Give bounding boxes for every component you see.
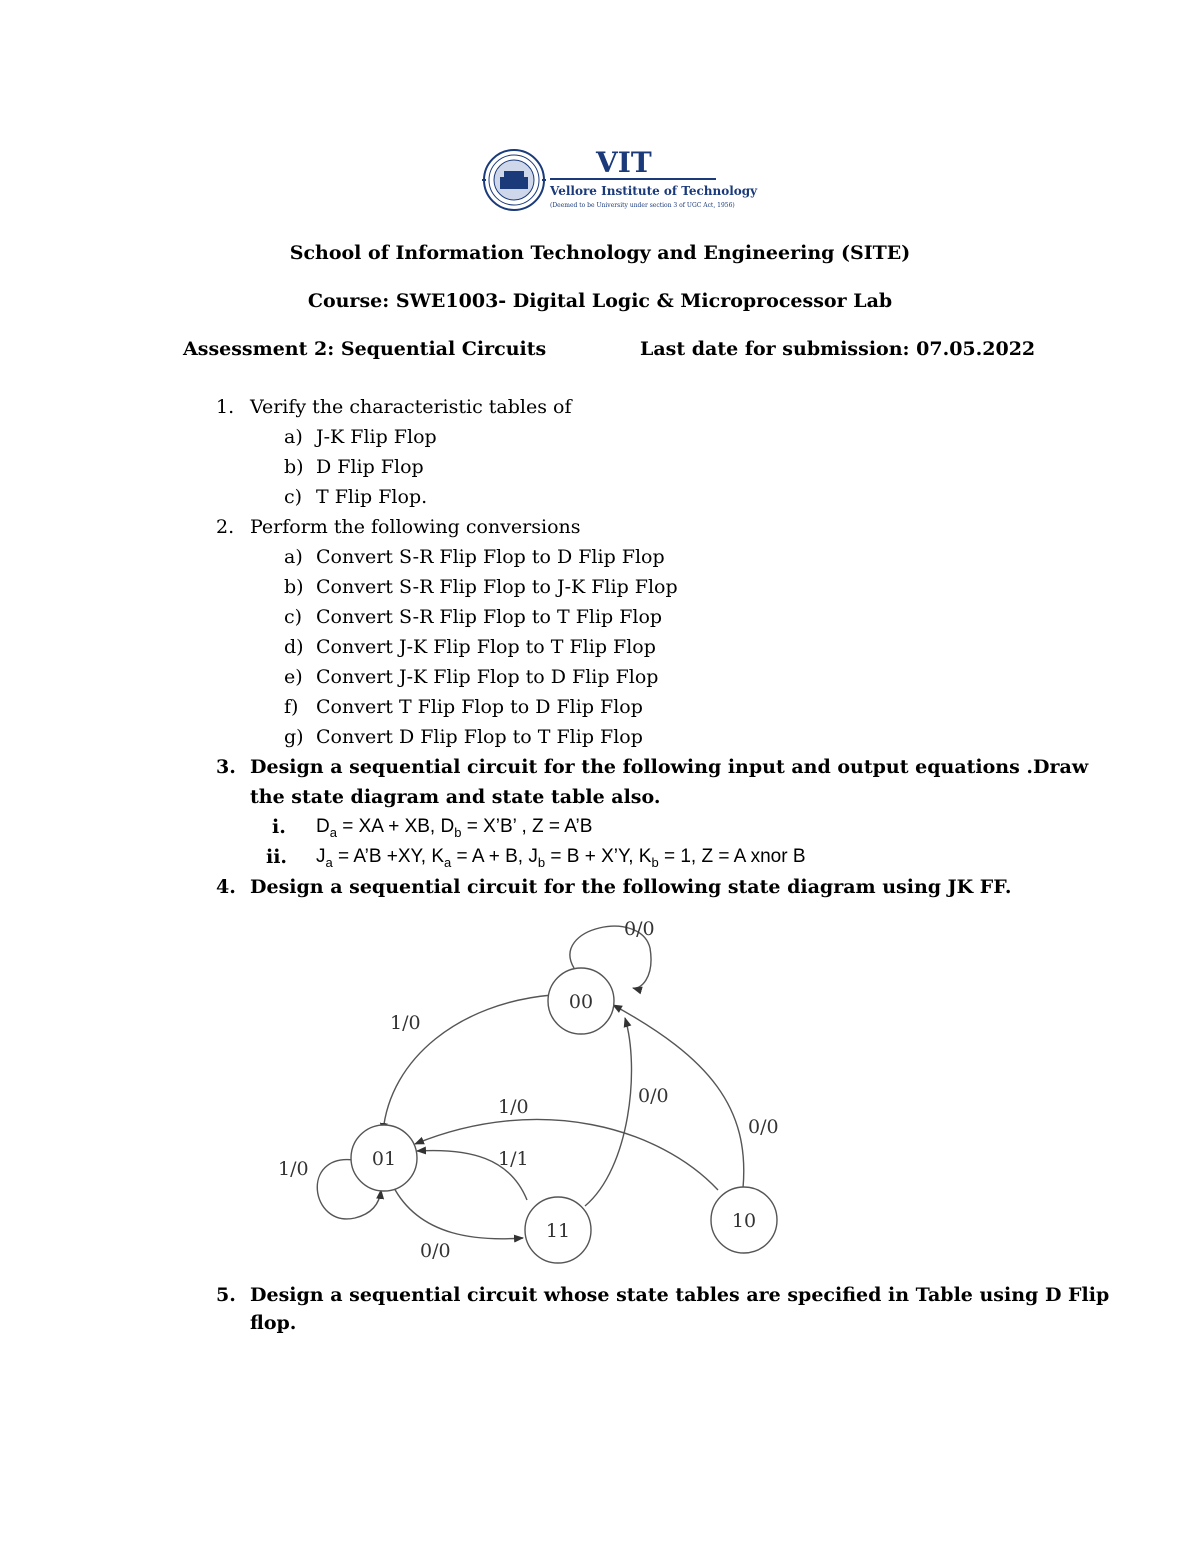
- q2-item-text: Convert T Flip Flop to D Flip Flop: [316, 696, 643, 718]
- transition-arrow: [585, 1018, 632, 1206]
- q2-item-text: Convert S-R Flip Flop to D Flip Flop: [316, 546, 665, 568]
- q2-item-label: c): [284, 606, 303, 628]
- vit-logo: [480, 145, 758, 215]
- logo-tagline: (Deemed to be University under section 3 of UGC Act, 1956): [550, 202, 735, 209]
- transition-arrow: [613, 1005, 744, 1188]
- transition-label: 0/0: [624, 918, 655, 940]
- school-title: School of Information Technology and Engineering (SITE): [289, 242, 911, 264]
- q2-item-label: e): [284, 666, 303, 688]
- university-seal-icon: [482, 150, 546, 210]
- q2-item-label: d): [284, 636, 304, 658]
- q3-line1: Design a sequential circuit for the following input and output equations .Draw: [250, 756, 1089, 778]
- transition-arrow: [393, 1186, 523, 1239]
- state-label: 01: [371, 1148, 397, 1170]
- q2-item-text: Convert D Flip Flop to T Flip Flop: [316, 726, 643, 748]
- q1-number: 1.: [216, 396, 235, 418]
- q2-item-text: Convert S-R Flip Flop to J-K Flip Flop: [316, 576, 678, 598]
- transition-arrow: [415, 1119, 718, 1190]
- q1-item-label: b): [284, 456, 304, 478]
- transition-label: 1/0: [498, 1096, 529, 1118]
- q2-item-label: a): [284, 546, 303, 568]
- q5-number: 5.: [216, 1284, 236, 1306]
- transition-label: 0/0: [748, 1116, 779, 1138]
- q1-item-label: a): [284, 426, 303, 448]
- q3-equation-2: $J_a$ = A’B +XY, $K_a = A + B$, $J_b = B$ + X’Y, $K_b = 1$, Z = A xnor B: [316, 846, 806, 870]
- transition-label: 1/0: [390, 1012, 421, 1034]
- q1-item-text: D Flip Flop: [316, 456, 424, 478]
- q2-item-label: g): [284, 726, 304, 748]
- state-label: 00: [568, 991, 594, 1013]
- q1-text: Verify the characteristic tables of: [250, 396, 572, 418]
- transition-label: 1/1: [498, 1148, 529, 1170]
- q2-text: Perform the following conversions: [250, 516, 581, 538]
- q5-line2: flop.: [250, 1312, 297, 1334]
- transition-label: 0/0: [420, 1240, 451, 1262]
- state-diagram: [240, 908, 800, 1263]
- state-label: 10: [731, 1210, 757, 1232]
- q1-item-text: J-K Flip Flop: [316, 426, 437, 448]
- q4-text: Design a sequential circuit for the following state diagram using JK FF.: [250, 876, 1012, 898]
- q3-equation-1: $D_a$ = XA + XB, $D_b$ = X’B’ , Z = A’B: [316, 816, 593, 840]
- q2-item-text: Convert J-K Flip Flop to T Flip Flop: [316, 636, 656, 658]
- q3-number: 3.: [216, 756, 236, 778]
- q1-item-text: T Flip Flop.: [316, 486, 428, 508]
- transition-label: 1/0: [278, 1158, 309, 1180]
- logo-full-name: Vellore Institute of Technology: [550, 184, 758, 198]
- q2-number: 2.: [216, 516, 235, 538]
- course-title: Course: SWE1003- Digital Logic & Microprocessor Lab: [307, 290, 893, 312]
- q2-item-label: b): [284, 576, 304, 598]
- q3-eq2-label: ii.: [266, 846, 288, 868]
- q4-number: 4.: [216, 876, 236, 898]
- assessment-title: Assessment 2: Sequential Circuits: [183, 338, 547, 360]
- q3-eq1-label: i.: [272, 816, 286, 838]
- submission-deadline: Last date for submission: 07.05.2022: [640, 338, 1036, 360]
- logo-name: VIT: [596, 146, 652, 179]
- q5-line1: Design a sequential circuit whose state tables are specified in Table using D Flip: [250, 1284, 1110, 1306]
- q3-line2: the state diagram and state table also.: [250, 786, 661, 808]
- q2-item-text: Convert J-K Flip Flop to D Flip Flop: [316, 666, 659, 688]
- transition-label: 0/0: [638, 1085, 669, 1107]
- q1-item-label: c): [284, 486, 303, 508]
- state-label: 11: [545, 1220, 571, 1242]
- q2-item-label: f): [284, 696, 299, 718]
- q2-item-text: Convert S-R Flip Flop to T Flip Flop: [316, 606, 663, 628]
